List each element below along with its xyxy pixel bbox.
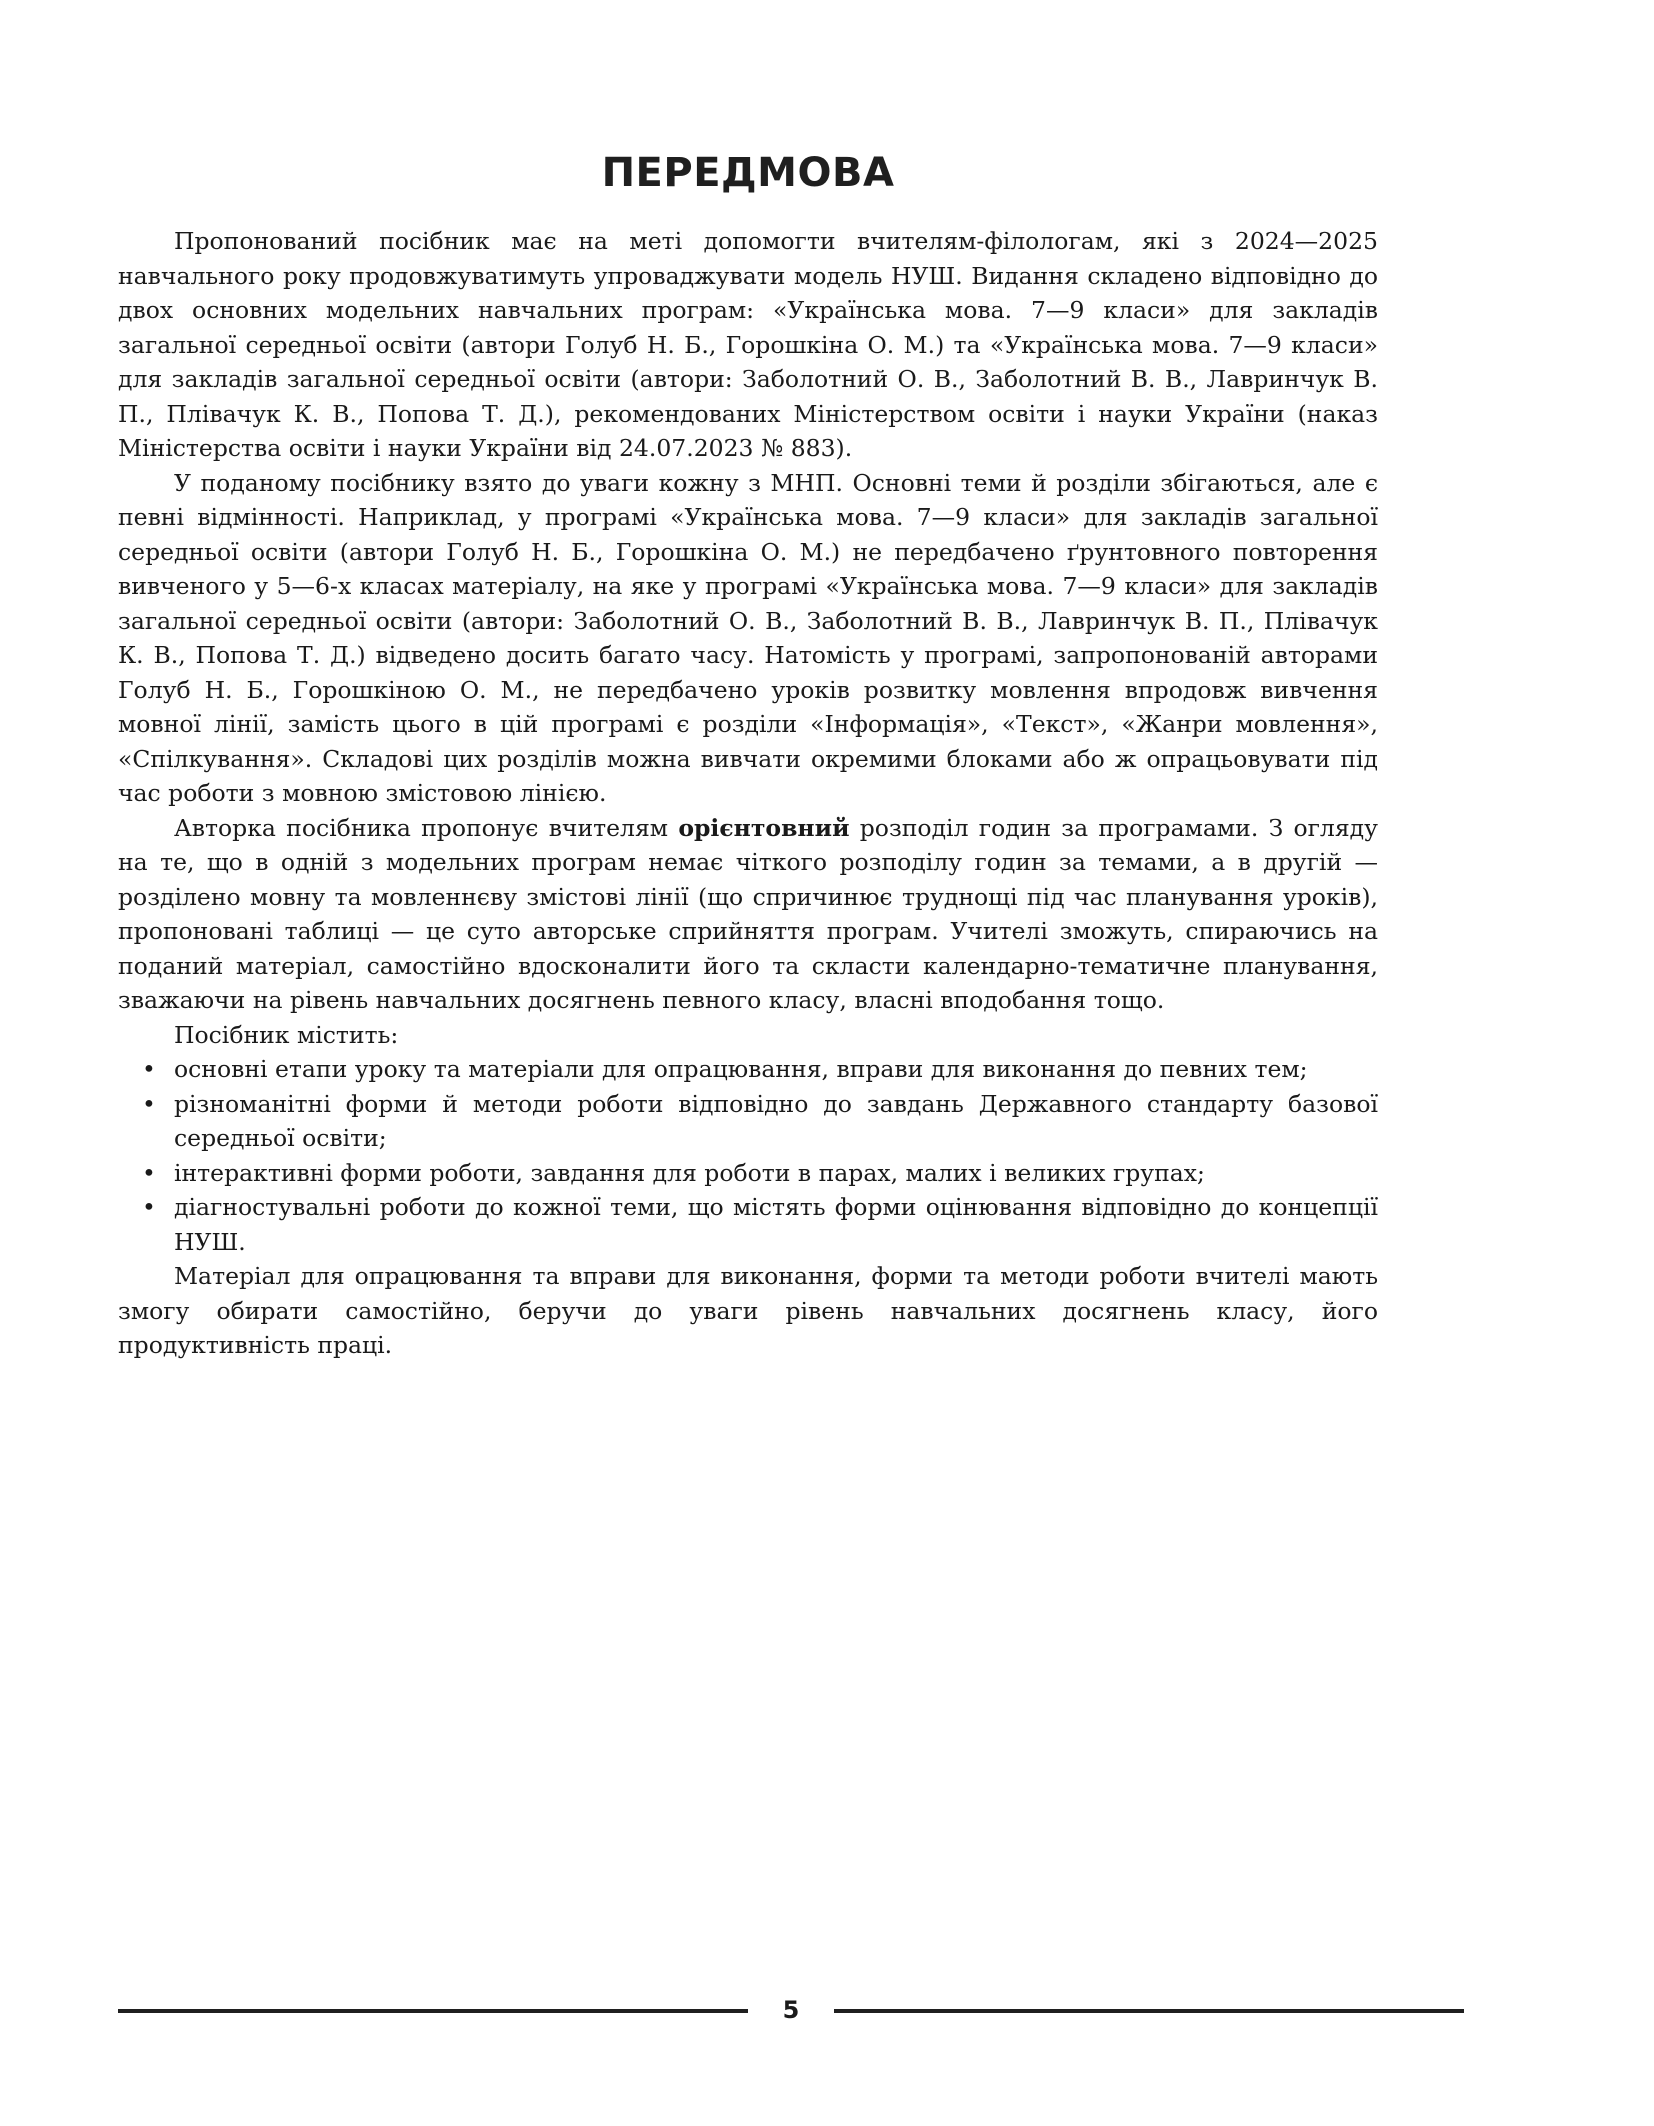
paragraph-3 bbox=[118, 811, 1378, 1018]
contents-list bbox=[118, 1052, 1378, 1259]
bullet-icon: • bbox=[142, 1158, 156, 1187]
bullet-icon: • bbox=[142, 1193, 156, 1221]
list-item-text: різноманітні форми й методи роботи відповідно до завдань Державного стандарту базової середньої освіти; bbox=[174, 1089, 1378, 1152]
paragraph-3-end: розподіл годин за програмами. З огляду на те, що в одній з модельних програм немає чіткого розподілу годин за темами, а в другій — розділено мовну та мовленнєву змістові лінії (що спричинює труднощі під час планування уроків), пропоновані таблиці — це суто авторське сприйняття програм. Учителі зможуть, спираючись на поданий матеріал, самостійно вдосконалити його та скласти календарно-тематичне планування, зважаючи на рівень навчальних досягнень певного класу, власні вподобання тощо. bbox=[118, 813, 1378, 1014]
paragraph-3-bold: орієнтовний bbox=[678, 813, 850, 842]
list-item-text: основні етапи уроку та матеріали для опрацювання, вправи для виконання до певних тем; bbox=[174, 1055, 1308, 1083]
paragraph-2: У поданому посібнику взято до уваги кожну з МНП. Основні теми й розділи збігаються, але є певні відмінності. Наприклад, у програмі «Українська мова. 7—9 класи» для закладів загальної середньої освіти (автори Голуб Н. Б., Горошкіна О. М.) не передбачено ґрунтовного повторення вивченого у 5—6-х класах матеріалу, на яке у програмі «Українська мова. 7—9 класи» для закладів загальної середньої освіти (автори: Заболотний О. В., Заболотний В. В., Лавринчук В. П., Плівачук К. В., Попова Т. Д.) відведено досить багато часу. Натомість у програмі, запропонованій авторами Голуб Н. Б., Горошкіною О. М., не передбачено уроків розвитку мовлення впродовж вивчення мовної лінії, замість цього в цій програмі є розділи «Інформація», «Текст», «Жанри мовлення», «Спілкування». Складові цих розділів можна вивчати окремими блоками або ж опрацьовувати під час роботи з мовною змістовою лінією. bbox=[118, 468, 1378, 807]
page-number: 5 bbox=[782, 1996, 800, 2024]
page-footer bbox=[118, 1990, 1464, 2030]
bullet-icon: • bbox=[142, 1055, 156, 1083]
paragraph-3-start: Авторка посібника пропонує вчителям bbox=[174, 813, 679, 842]
list-item-text: інтерактивні форми роботи, завдання для роботи в парах, малих і великих групах; bbox=[174, 1158, 1205, 1187]
list-item bbox=[118, 1052, 1378, 1087]
list-intro: Посібник містить: bbox=[174, 1020, 399, 1049]
list-item bbox=[118, 1190, 1378, 1259]
footer-rule-left bbox=[118, 2009, 748, 2013]
list-item bbox=[118, 1087, 1378, 1156]
bullet-icon: • bbox=[142, 1089, 156, 1118]
page-content bbox=[118, 150, 1378, 1363]
closing-paragraph: Матеріал для опрацювання та вправи для виконання, форми та методи роботи вчителі мають змогу обирати самостійно, беручи до уваги рівень навчальних досягнень класу, його продуктивність праці. bbox=[118, 1262, 1378, 1359]
list-item-text: діагностувальні роботи до кожної теми, що містять форми оцінювання відповідно до концепції НУШ. bbox=[174, 1193, 1378, 1256]
body-text bbox=[118, 224, 1378, 1363]
page-title: ПЕРЕДМОВА bbox=[601, 150, 895, 196]
list-item bbox=[118, 1156, 1378, 1191]
footer-rule-right bbox=[834, 2009, 1464, 2013]
paragraph-1: Пропонований посібник має на меті допомогти вчителям-філологам, які з 2024—2025 навчального року продовжуватимуть упроваджувати модель НУШ. Видання складено відповідно до двох основних модельних навчальних програм: «Українська мова. 7—9 класи» для закладів загальної середньої освіти (автори Голуб Н. Б., Горошкіна О. М.) та «Українська мова. 7—9 класи» для закладів загальної середньої освіти (автори: Заболотний О. В., Заболотний В. В., Лавринчук В. П., Плівачук К. В., Попова Т. Д.), рекомендованих Міністерством освіти і науки України (наказ Міністерства освіти і науки України від 24.07.2023 № 883). bbox=[118, 227, 1378, 462]
